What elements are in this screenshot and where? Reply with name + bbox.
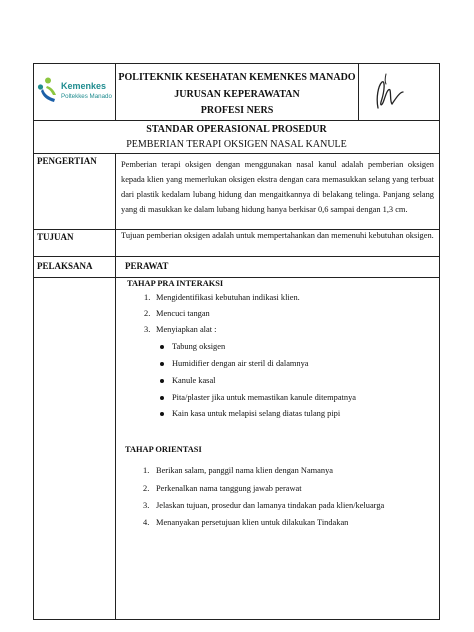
- pra-interaksi-number-3: 3.: [144, 325, 151, 334]
- pelaksana-label: PELAKSANA: [37, 261, 93, 271]
- bullet-icon: [160, 412, 164, 416]
- tool-item: Kain kasa untuk melapisi selang diatas tulang pipi: [172, 409, 341, 418]
- row-divider-1: [33, 120, 440, 121]
- row-divider-5: [33, 277, 440, 278]
- pengertian-label: PENGERTIAN: [37, 156, 97, 166]
- header-divider-right: [358, 63, 359, 120]
- bullet-icon: [160, 362, 164, 366]
- pra-interaksi-heading: TAHAP PRA INTERAKSI: [127, 279, 224, 288]
- orientasi-item: Berikan salam, panggil nama klien dengan Namanya: [156, 466, 333, 475]
- orientasi-item: Menanyakan persetujuan klien untuk dilakukan Tindakan: [156, 518, 349, 527]
- pra-interaksi-number-1: 1.: [144, 293, 151, 302]
- institution-name: POLITEKNIK KESEHATAN KEMENKES MANADO: [118, 72, 356, 83]
- sop-subtitle: PEMBERIAN TERAPI OKSIGEN NASAL KANULE: [126, 139, 347, 150]
- signature-image: [372, 68, 432, 114]
- orientasi-number-3: 3.: [143, 501, 150, 510]
- tool-item: Kanule kasal: [172, 376, 216, 385]
- orientasi-item: Perkenalkan nama tanggung jawab perawat: [156, 484, 302, 493]
- pelaksana-value: PERAWAT: [125, 261, 169, 271]
- procedure-column-divider: [115, 277, 116, 620]
- sop-title: STANDAR OPERASIONAL PROSEDUR: [146, 124, 327, 135]
- tool-item: Pita/plaster jika untuk memastikan kanule ditempatnya: [172, 393, 356, 402]
- kemenkes-logo: [37, 75, 115, 109]
- kemenkes-logo-icon: [37, 77, 59, 103]
- program-name: PROFESI NERS: [200, 105, 274, 116]
- label-column-divider: [115, 153, 116, 278]
- bullet-icon: [160, 345, 164, 349]
- pra-interaksi-item: Mengidentifikasi kebutuhan indikasi klien.: [156, 293, 300, 302]
- tujuan-label: TUJUAN: [37, 232, 74, 242]
- department-name: JURUSAN KEPERAWATAN: [174, 89, 300, 100]
- logo-subname: Poltekkes Manado: [61, 93, 112, 100]
- orientasi-number-4: 4.: [143, 518, 150, 527]
- tool-item: Tabung oksigen: [172, 342, 226, 351]
- pra-interaksi-item: Menyiapkan alat :: [156, 325, 217, 334]
- bullet-icon: [160, 396, 164, 400]
- orientasi-number-2: 2.: [143, 484, 150, 493]
- pra-interaksi-item: Mencuci tangan: [156, 309, 210, 318]
- logo-name: Kemenkes: [61, 81, 107, 91]
- tujuan-text: Tujuan pemberian oksigen adalah untuk mempertahankan dan memenuhi kebutuhan oksigen.: [121, 231, 434, 240]
- bullet-icon: [160, 379, 164, 383]
- pengertian-text: Pemberian terapi oksigen dengan menggunakan nasal kanul adalah pemberian oksigen kepada klien yang memerlukan oksigen ekstra dengan cara memasukkan selang yang terbuat dari plastik kedalam lubang hidung dan mengaitkannya di belakang telinga. Panjang selang yang di masukkan ke dalam lubang hidung hanya berkisar 0,6 sampai dengan 1,3 cm.: [121, 160, 434, 214]
- orientasi-item: Jelaskan tujuan, prosedur dan lamanya tindakan pada klien/keluarga: [156, 501, 385, 510]
- pra-interaksi-number-2: 2.: [144, 309, 151, 318]
- orientasi-heading: TAHAP ORIENTASI: [125, 445, 202, 454]
- row-divider-3: [33, 229, 440, 230]
- row-divider-2: [33, 153, 440, 154]
- row-divider-4: [33, 256, 440, 257]
- orientasi-number-1: 1.: [143, 466, 150, 475]
- tool-item: Humidifier dengan air steril di dalamnya: [172, 359, 309, 368]
